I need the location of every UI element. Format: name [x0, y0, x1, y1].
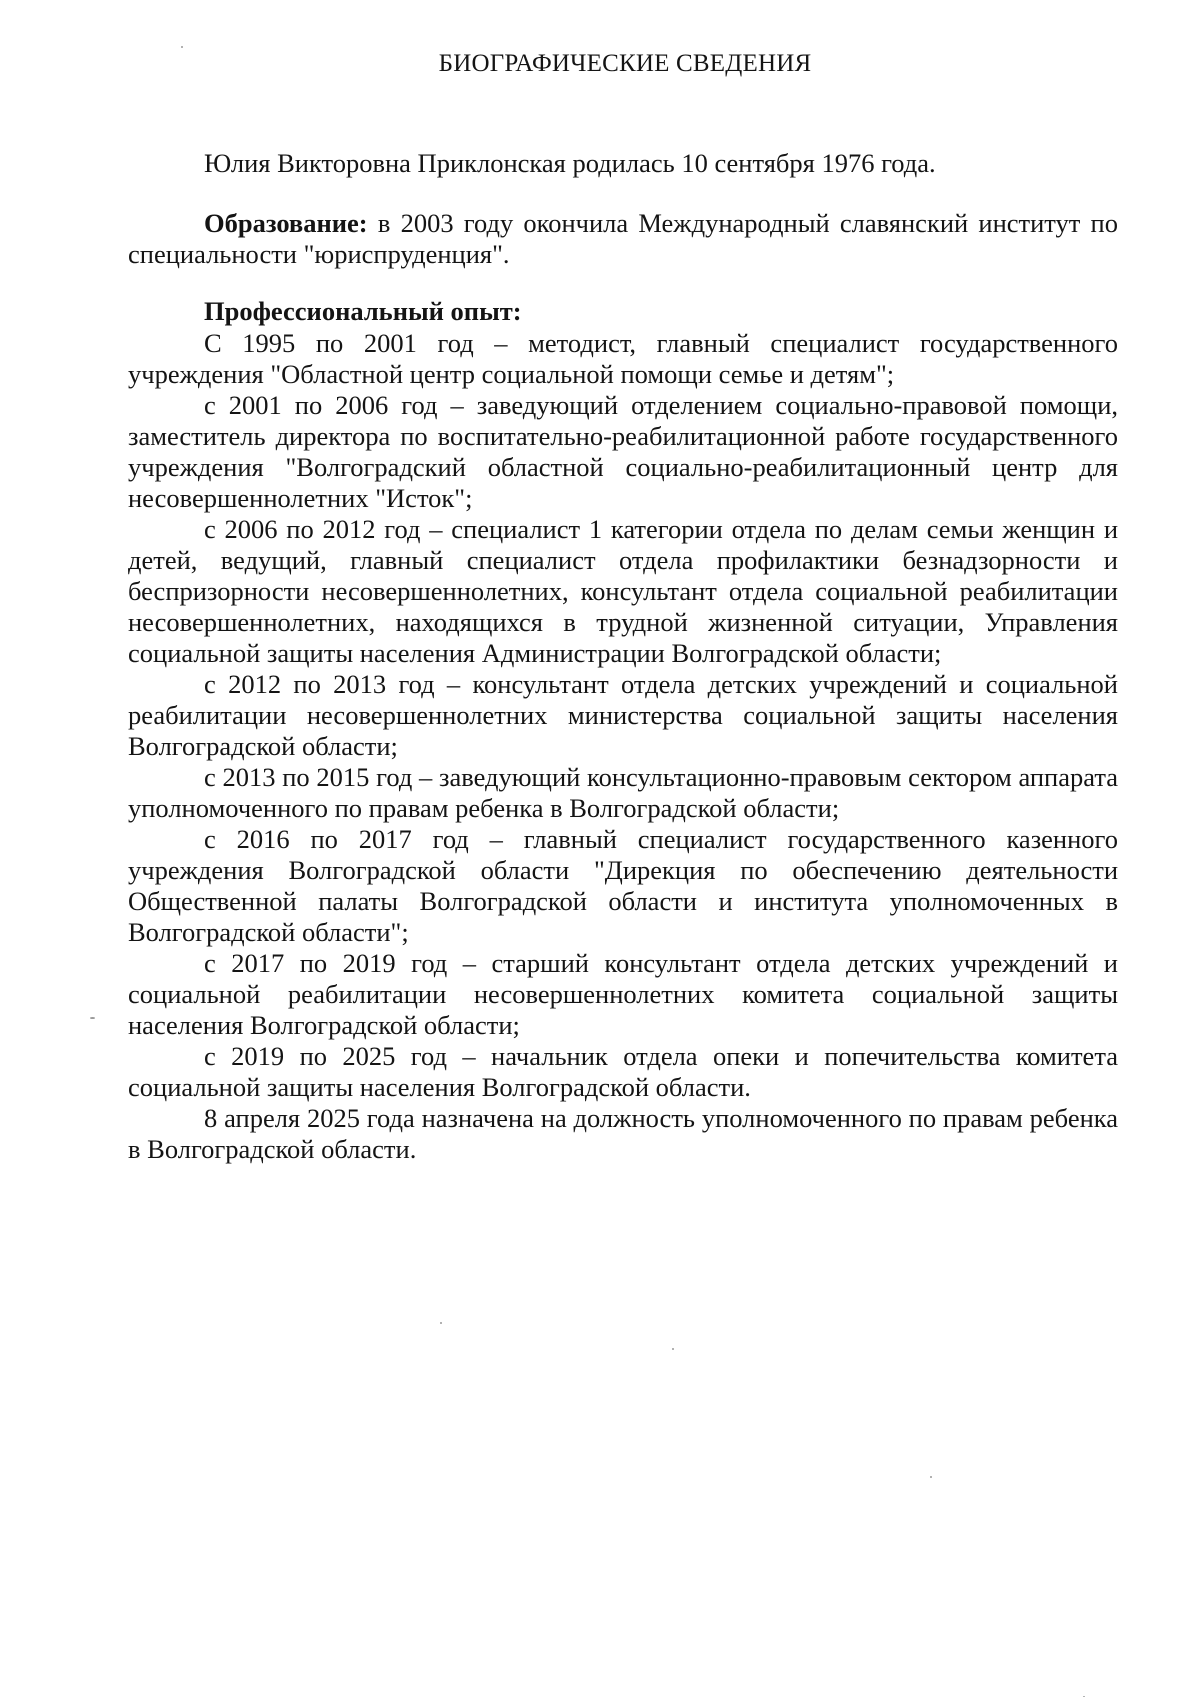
experience-entry: с 2012 по 2013 год – консультант отдела детских учреждений и социальной реабилитации несовершеннолетних министерства социальной защиты населения Волгоградской области;: [128, 669, 1118, 761]
experience-entry: С 1995 по 2001 год – методист, главный специалист государственного учреждения "Областной центр социальной помощи семье и детям";: [128, 328, 1118, 389]
experience-heading: Профессиональный опыт:: [204, 296, 522, 326]
scan-speck: [90, 1017, 95, 1019]
scan-speck: [181, 46, 183, 48]
experience-entry: 8 апреля 2025 года назначена на должность уполномоченного по правам ребенка в Волгоградской области.: [128, 1103, 1118, 1164]
intro-paragraph: Юлия Викторовна Приклонская родилась 10 сентября 1976 года.: [204, 148, 936, 178]
education-paragraph: [128, 208, 1118, 270]
scan-speck: [440, 1322, 442, 1324]
experience-entry: с 2019 по 2025 год – начальник отдела опеки и попечительства комитета социальной защиты населения Волгоградской области.: [128, 1041, 1118, 1102]
experience-entry: с 2006 по 2012 год – специалист 1 категории отдела по делам семьи женщин и детей, ведущий, главный специалист отдела профилактики безнадзорности и беспризорности несовершеннолетних, консультант отдела социальной реабилитации несовершеннолетних, находящихся в трудной жизненной ситуации, Управления социальной защиты населения Администрации Волгоградской области;: [128, 514, 1118, 668]
education-text: в 2003 году окончила Международный славянский институт по специальности "юриспруденция".: [128, 208, 1118, 269]
scan-speck: [930, 1476, 932, 1478]
scan-speck: [1083, 1696, 1085, 1697]
education-label: Образование:: [204, 208, 368, 238]
scan-speck: [672, 1348, 674, 1350]
experience-entry: с 2013 по 2015 год – заведующий консультационно-правовым сектором аппарата уполномоченного по правам ребенка в Волгоградской области;: [128, 762, 1118, 823]
experience-list: [128, 328, 1118, 1165]
experience-entry: с 2016 по 2017 год – главный специалист государственного казенного учреждения Волгоградской области "Дирекция по обеспечению деятельности Общественной палаты Волгоградской области и института уполномоченных в Волгоградской области";: [128, 824, 1118, 947]
experience-entry: с 2001 по 2006 год – заведующий отделением социально-правовой помощи, заместитель директора по воспитательно-реабилитационной работе государственного учреждения "Волгоградский областной социально-реабилитационный центр для несовершеннолетних "Исток";: [128, 390, 1118, 513]
experience-entry: с 2017 по 2019 год – старший консультант отдела детских учреждений и социальной реабилитации несовершеннолетних комитета социальной защиты населения Волгоградской области;: [128, 948, 1118, 1040]
document-title: БИОГРАФИЧЕСКИЕ СВЕДЕНИЯ: [438, 50, 812, 77]
